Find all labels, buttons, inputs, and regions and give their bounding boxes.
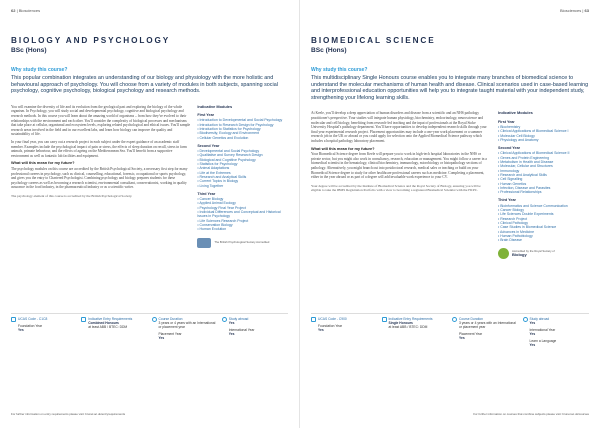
accreditation-note: The psychology element of this course is accredited by the British Psychological Society. <box>11 193 133 198</box>
rsb-badge-icon <box>498 248 509 259</box>
module-item[interactable]: • Cancer Biology <box>498 208 589 212</box>
course-facts <box>311 313 589 371</box>
why-heading: Why study this course? <box>311 67 368 73</box>
module-item[interactable]: • Brain Disease <box>498 238 589 242</box>
why-text: This popular combination integrates an understanding of our biology and physiology with the more holistic and behavioural approach of psychology. You will choose from a variety of modules in both subjects, spanning social psychology, cognitive psychology, biological psychology and research methods. <box>11 75 278 95</box>
year-heading: Third Year <box>197 191 216 196</box>
course-facts <box>11 313 288 371</box>
module-item[interactable]: • Molecular Cell Biology <box>498 134 589 138</box>
modules-column <box>197 105 288 248</box>
future-heading: What will this mean for my future? <box>11 160 75 166</box>
module-item[interactable]: • Research Project <box>498 217 589 221</box>
ucas-icon <box>311 317 316 322</box>
module-item[interactable]: • Clinical Pathology <box>498 221 589 225</box>
fact-entry: Indicative Entry Requirements Single Honours at least ABB / BTEC: DDM <box>382 316 449 371</box>
modules-heading: Indicative Modules <box>197 103 233 109</box>
module-item[interactable]: • Physiology and Anatomy <box>498 138 589 142</box>
ucas-icon <box>11 317 16 322</box>
course-title: BIOLOGY AND PSYCHOLOGY <box>11 36 171 45</box>
module-item[interactable]: • Infection, Disease and Parasites <box>498 186 589 190</box>
folio: 62 | Biosciences <box>11 7 41 13</box>
module-item[interactable]: • Research and Analytical Skills <box>197 175 288 179</box>
module-item[interactable]: • Introduction to Research Design for Psychology <box>197 123 288 127</box>
module-item[interactable]: • Bioinformatics and Science Communication <box>498 204 589 208</box>
module-item[interactable]: • Molecular, Cellular and Structures <box>498 164 589 168</box>
module-list <box>498 125 589 142</box>
right-page <box>300 0 600 428</box>
module-item[interactable]: • Metabolism in Health and Disease <box>498 160 589 164</box>
module-item[interactable]: • Cell Signalling <box>498 177 589 181</box>
main-text <box>311 111 491 259</box>
year-heading: Third Year <box>498 198 516 203</box>
why-heading: Why study this course? <box>11 67 68 73</box>
content-columns <box>311 111 589 259</box>
degree-type: BSc (Hons) <box>11 47 47 54</box>
year-heading: First Year <box>197 113 215 118</box>
module-item[interactable]: • Individual Differences and Conceptual and Historical Issues in Psychology <box>197 210 288 219</box>
bps-logo-icon <box>197 238 211 248</box>
module-item[interactable]: • Immunology <box>498 169 589 173</box>
modules-heading: Indicative Modules <box>498 110 533 116</box>
module-item[interactable]: • Biochemistry <box>498 125 589 129</box>
future-text: The psychology modules on this course are accredited by the British Psychological Society, a necessary first step for many professional careers in psychology, such as clinical, counselling, educational, forensic, occupational or sports psychology, and gives you the entry to Chartered Psychologist. Combining psychology and biology prepares students for these psychology careers as well as becoming a research scientist, environmental consultant, conservationist, working in quality assurance in the food industry, in the pharmaceutical industry or as a scientific writer. <box>11 166 188 190</box>
future-text: Your Biomedical Science degree from Keele will prepare you to work in high-tech hospital laboratories in the NHS or private sector, but you might also work in consultancy, research, education or management. You might follow a career in a biomedical scientist in the hematology, clinical biochemistry, immunology, microbiology or histopathology sections of pathology. Alternatively, you might branch out into postdoctoral research, medical sales or teaching or build on your Biomedical Science degree to study for other healthcare professional careers such as medicine. Completing a placement, either in the year abroad or as part of a degree will add invaluable work experience to your CV. <box>311 152 487 180</box>
module-item[interactable]: • Statistics for Psychology <box>197 162 288 166</box>
page-number: 62 <box>11 7 16 13</box>
fact-abroad: Study abroad Yes International Year Yes <box>222 316 288 371</box>
clock-icon <box>152 317 157 322</box>
fact-duration: Course Duration 3 years or 4 years with an International or placement year Placement Year Yes <box>152 316 218 371</box>
module-list <box>197 149 288 188</box>
module-item[interactable]: • Introduction to Developmental and Social Psychology <box>197 118 288 122</box>
module-item[interactable]: • Animal Adaptations <box>197 166 288 170</box>
bps-logo: The British Psychological Society Accredited <box>197 238 288 248</box>
fact-abroad: Study abroad Yes International Year Yes Learn a Language Yes <box>523 316 590 371</box>
fact-ucas: UCAS Code - C900 Foundation Year Yes <box>311 316 378 371</box>
module-item[interactable]: • Case Studies in Biomedical Science <box>498 225 589 229</box>
module-item[interactable]: • Psychology Final Year Project <box>197 206 288 210</box>
folio: Biosciences | 63 <box>559 7 589 13</box>
year-heading: First Year <box>498 119 515 124</box>
module-list <box>498 204 589 243</box>
module-item[interactable]: • Cellular Genetics and Evolution <box>197 136 288 140</box>
body-paragraph: At Keele, you'll develop a deep appreciation of human disorders and disease from a scientific and an NHS pathology practitioner's perspective. Your studies will integrate human physiology, biochemistry, endocrinology, neuroscience and molecular and cell biology, benefiting from research-led teaching and the input of professionals at the Royal Stoke University Hospital's pathology department. You'll have opportunities to develop independent research skills through your final year experimental research project. Placement opportunities may include a one-year work placement or a summer research job in the UK or abroad or you could apply for selection onto the Applied Biomedical Science pathway which includes a hospital pathology laboratory placement. <box>311 111 487 143</box>
section-name: Biosciences <box>18 7 41 13</box>
page-number: 63 <box>584 7 589 13</box>
body-paragraph: You will examine the diversity of life and its evolution from the geological past and exploring the biology of the whole organism. In Psychology, you will study social and developmental psychology, cognitive and biological psychology and research methods. In this course you will learn about the amazing world of organisms – from how they've evolved to their relationships with the environment and each other. You'll consider the complexity of biological processes and mechanisms that take place at cellular, organismal and ecosystem levels, exploring related psychological and ethical issues. You'll sample research areas involved in the field and in our excellent labs, and learn how biology can improve the quality and sustainability of life. <box>11 104 191 137</box>
module-list <box>197 197 288 231</box>
module-item[interactable]: • Biodiversity, Ecology and Environment <box>197 131 288 135</box>
globe-icon <box>523 317 528 322</box>
module-item[interactable]: • Cancer Biology <box>197 197 288 201</box>
module-item[interactable]: • Current Topics in Biology <box>197 179 288 183</box>
module-item[interactable]: • Advances in Medicine <box>498 230 589 234</box>
degree-type: BSc (Hons) <box>311 47 347 54</box>
modules-column <box>498 111 589 259</box>
module-item[interactable]: • Genes and Protein Engineering <box>498 156 589 160</box>
globe-icon <box>222 317 227 322</box>
module-item[interactable]: • Living Together <box>197 184 288 188</box>
module-item[interactable]: • Research and Analytical Skills <box>498 173 589 177</box>
module-item[interactable]: • Human Genetics <box>498 182 589 186</box>
module-item[interactable]: • Qualitative and Survey Research Design <box>197 153 288 157</box>
module-item[interactable]: • Introduction to Statistics for Psychology <box>197 127 288 131</box>
module-item[interactable]: • Developmental and Social Psychology <box>197 149 288 153</box>
content-columns <box>11 105 288 248</box>
module-list <box>197 118 288 139</box>
accreditation-note: Your degree will be accredited by the Institute of Biomedical Science and the Royal Society of Biology, ensuring you will be eligible to take the IBMS Registration Portfolio with a view to becoming a registered Biomedical Scientist with the HCPC. <box>311 183 481 193</box>
year-heading: Second Year <box>498 146 521 151</box>
footer-note: For further information on entry requirements please visit: brunel.ac.uk/entryrequirements <box>11 412 126 416</box>
module-item[interactable]: • Human Evolution <box>197 227 288 231</box>
why-text: This multidisciplinary Single Honours course enables you to integrate many branches of biomedical science to understand the molecular mechanisms of human health and disease. Clinical scenarios used in case-based learning and interprofessional education opportunities will help you to integrate taught material with your independent study, strengthening your lifelong learning skills. <box>311 75 589 101</box>
module-item[interactable]: • Life at the Extremes <box>197 171 288 175</box>
module-list <box>498 151 589 194</box>
entry-icon <box>81 317 86 322</box>
fact-ucas: UCAS Code - C1C8 Foundation Year Yes <box>11 316 77 371</box>
entry-icon <box>382 317 387 322</box>
module-item[interactable]: • Human Pathobiology <box>498 234 589 238</box>
main-text <box>11 105 190 248</box>
module-item[interactable]: • Life Sciences Double Experiments <box>498 212 589 216</box>
module-item[interactable]: • Professional Relationships <box>498 190 589 194</box>
module-item[interactable]: • Life Sciences Research Project <box>197 219 288 223</box>
rsb-logo: Accredited by the Royal Society of Biology <box>498 248 589 259</box>
module-item[interactable]: • Conservation Biology <box>197 223 288 227</box>
fact-duration: Course Duration 3 years or 4 years with an International or placement year Placement Year Yes <box>452 316 519 371</box>
module-item[interactable]: • Clinical Applications of Biomedical Science I <box>498 129 589 133</box>
body-paragraph: In your final year, you can carry out a research project in each subject under the expert guidance of an academic staff member. Examples include the psychological impact of pain or stress, the effects of sleep duration on recall, stress in farm animals, primate behaviour, and the effects of ageing on the Mediterranean Sea. You'll benefit from a supportive environment as well as fantastic lab facilities and equipment. <box>11 139 187 158</box>
module-item[interactable]: • Biological and Cognitive Psychology <box>197 158 288 162</box>
future-heading: What will this mean for my future? <box>311 145 375 151</box>
fact-entry: Indicative Entry Requirements Combined Honours at least ABB / BTEC: DDM <box>81 316 147 371</box>
course-title: BIOMEDICAL SCIENCE <box>311 36 436 45</box>
footer-note: For further information on courses that combine subjects please visit: brunel.ac.uk/courses <box>473 412 589 416</box>
year-heading: Second Year <box>197 143 220 148</box>
clock-icon <box>452 317 457 322</box>
section-name: Biosciences <box>559 7 582 13</box>
module-item[interactable]: • Applied Animal Ecology <box>197 201 288 205</box>
module-item[interactable]: • Clinical Applications of Biomedical Science II <box>498 151 589 155</box>
